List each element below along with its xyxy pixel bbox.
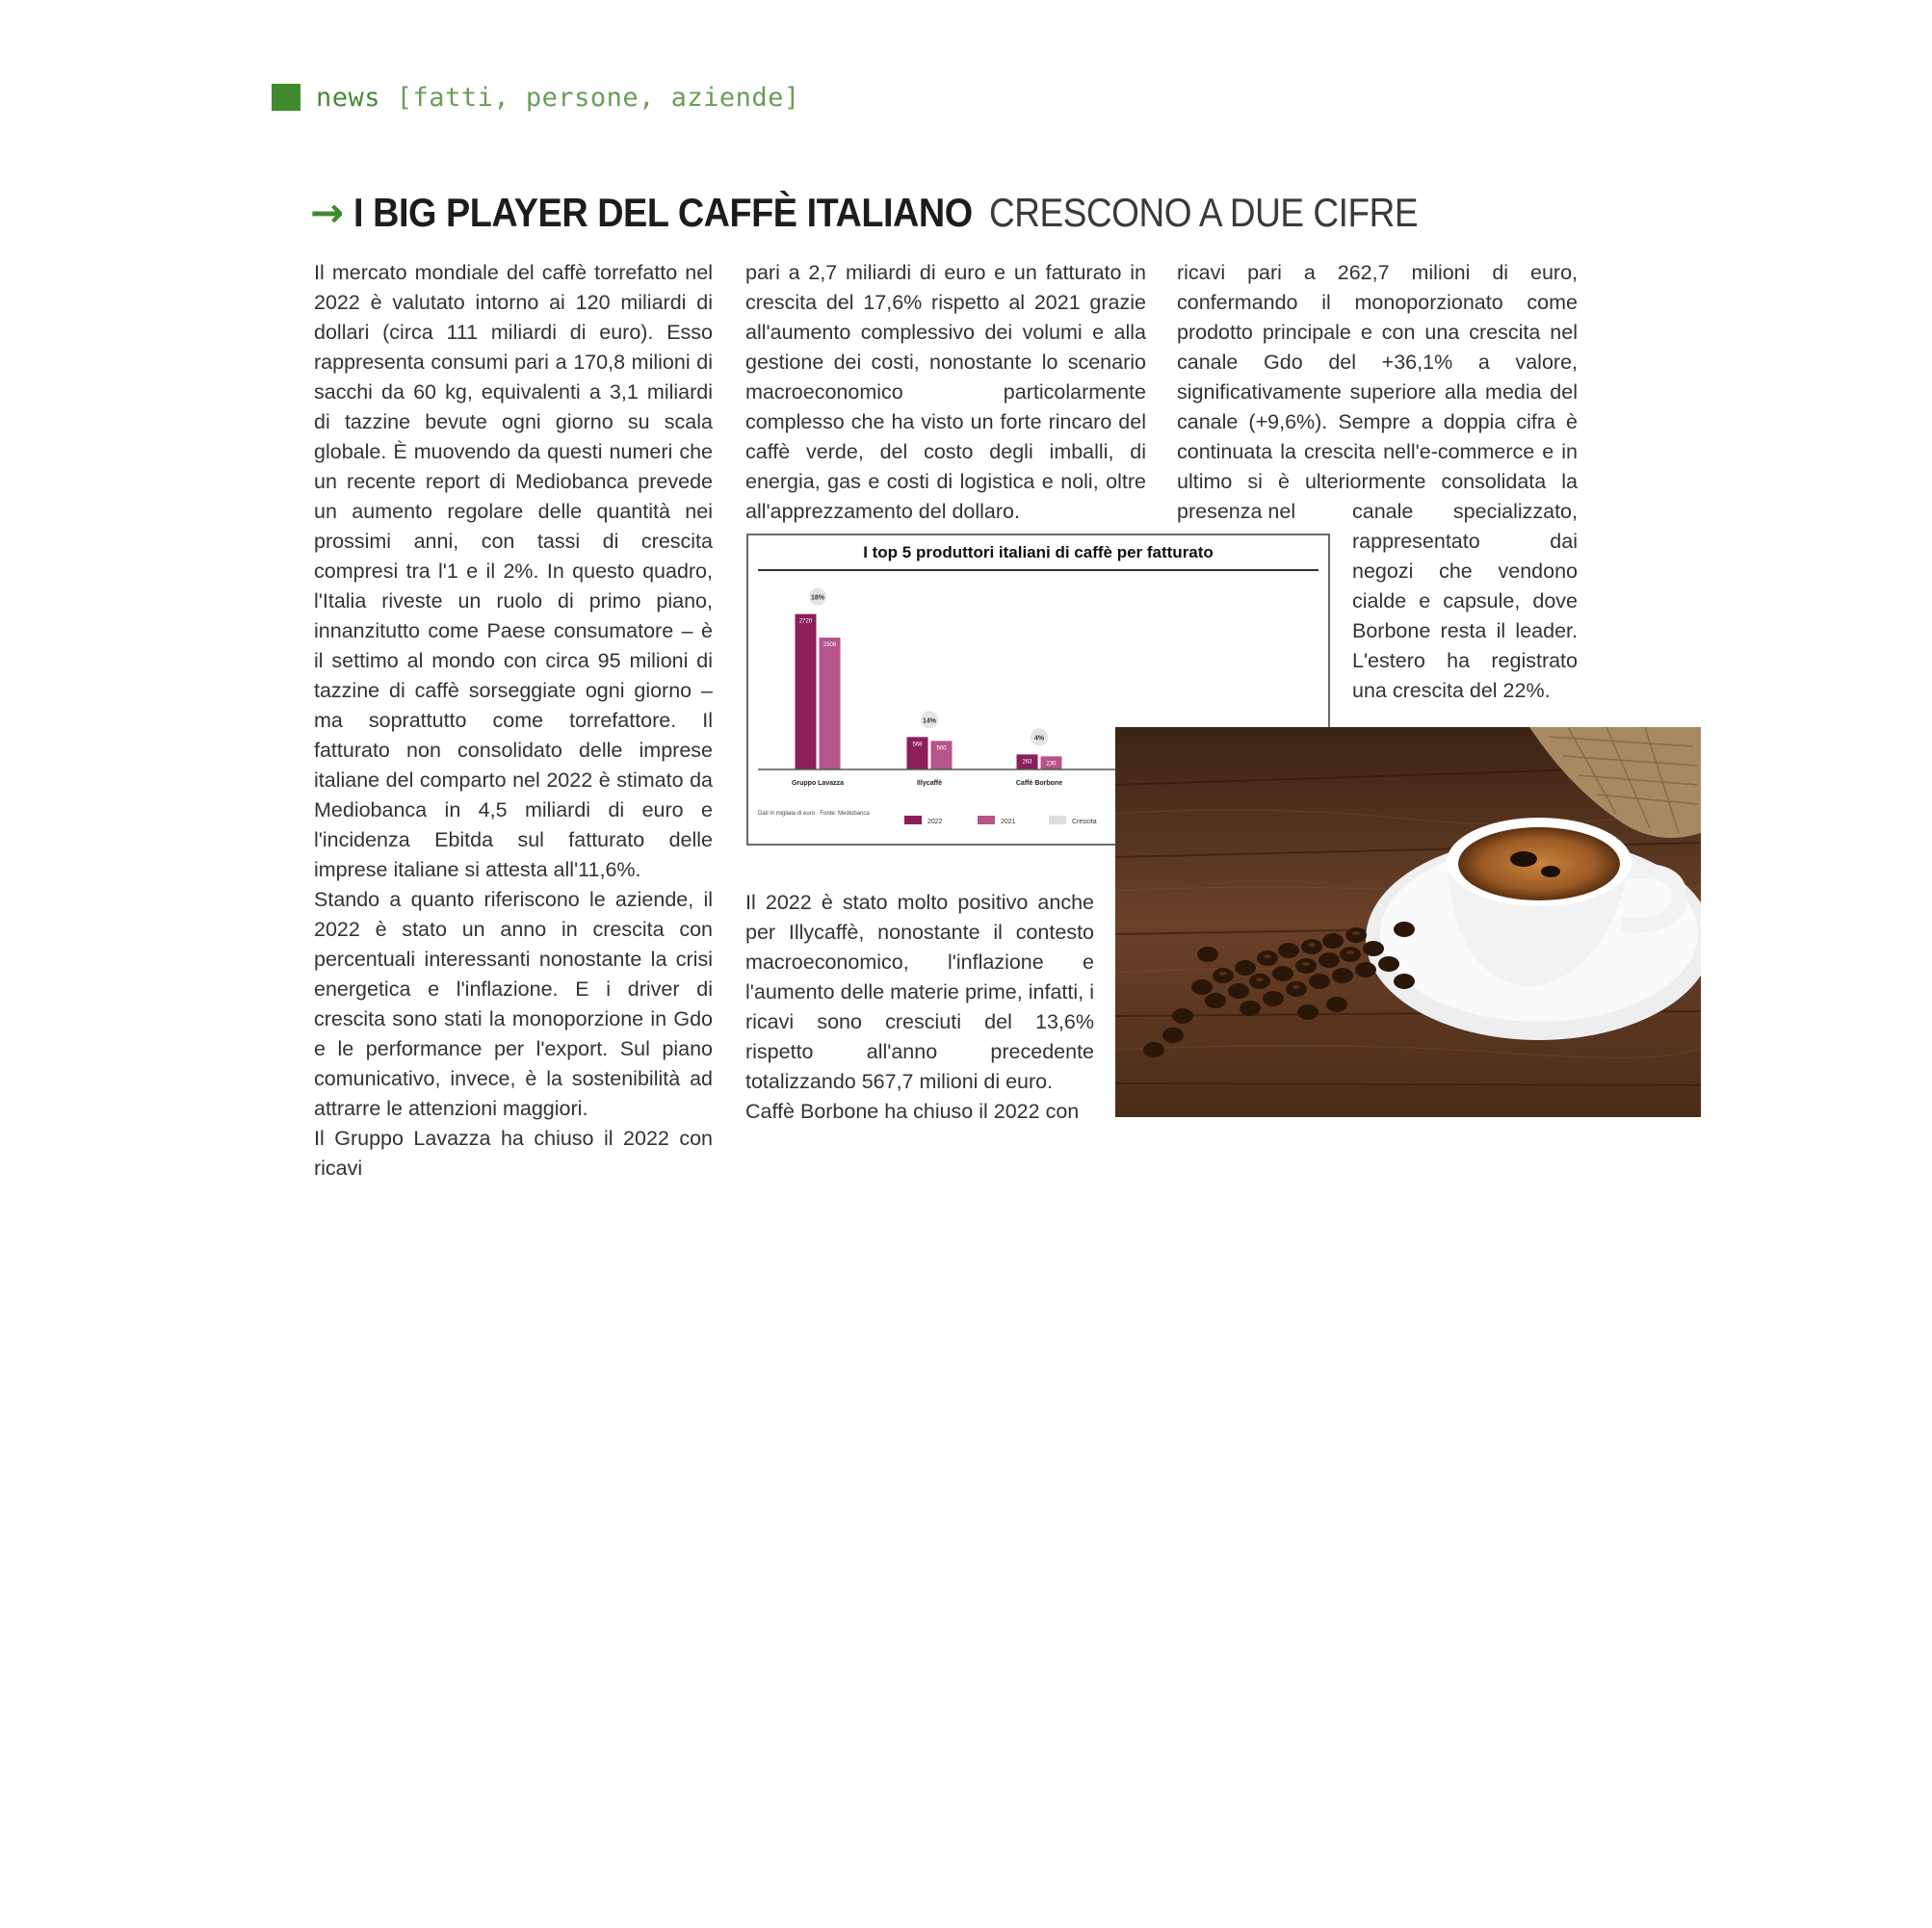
chart-category-label: Illycaffè [916, 780, 943, 787]
article-paragraph: pari a 2,7 miliardi di euro e un fatturato in crescita del 17,6% rispetto al 2021 grazie all'aumento complessivo dei volumi e alla gestione dei costi, nonostante lo scenario macroeconomico particolarmente complesso che ha visto un forte rincaro del caffè verde, del costo degli imballi, di energia, gas e costi di logistica e noli, oltre all'apprezzamento del dollaro. [745, 261, 1146, 523]
chart-growth-label: 14% [922, 717, 937, 725]
chart-growth-label: 4% [1033, 735, 1045, 743]
section-tag [272, 81, 800, 114]
chart-category-label: Gruppo Lavazza [791, 780, 845, 787]
coffee-cup-photo [1115, 727, 1701, 1117]
chart-legend-label: 2021 [1001, 819, 1016, 825]
article-column-2 [745, 258, 1146, 527]
article-paragraph: Caffè Borbone ha chiuso il 2022 con [745, 1100, 1080, 1123]
headline-light: CRESCONO A DUE CIFRE [989, 190, 1419, 235]
chart-growth-label: 18% [810, 594, 825, 602]
chart-bar-value-label: 568 [912, 742, 923, 748]
coffee-cup-beans-icon [1115, 727, 1701, 1117]
chart-bar-value-label: 2308 [822, 642, 837, 649]
chart-bar-value-label: 263 [1022, 759, 1032, 766]
article-column-1 [314, 258, 713, 1184]
chart-category-label: Caffè Borbone [1015, 780, 1063, 787]
chart-legend-label: Crescita [1072, 819, 1097, 825]
article-paragraph: Stando a quanto riferiscono le aziende, il 2022 è stato un anno in crescita con percentuali interessanti nonostante la crisi energetica e l'inflazione. E i driver di crescita sono stati la monoporzione in Gdo e le performance per l'export. Sul piano comunicativo, invece, è la sostenibilità ad attrarre le attenzioni maggiori. [314, 888, 713, 1120]
arrow-right-icon: → [310, 189, 345, 236]
article-paragraph: Il mercato mondiale del caffè torrefatto nel 2022 è valutato intorno ai 120 miliardi di dollari (circa 111 miliardi di euro). Esso rappresenta consumi pari a 170,8 milioni di sacchi da 60 kg, equivalenti a 3,1 miliardi di tazzine bevute ogni giorno su scala globale. È muovendo da questi numeri che un recente report di Mediobanca prevede un aumento regolare delle quantità nei prossimi anni, con tassi di crescita compresi tra l'1 e il 2%. In questo quadro, l'Italia riveste un ruolo di primo piano, innanzitutto come Paese consumatore – è il settimo al mondo con circa 95 milioni di tazzine di caffè sorseggiate ogni giorno – ma soprattutto come torrefattore. Il fatturato non consolidato delle imprese italiane del comparto nel 2022 è stimato da Mediobanca in 4,5 miliardi di euro e l'incidenza Ebitda sul fatturato delle imprese italiane si attesta all'11,6%. [314, 261, 713, 881]
chart-bar-value-label: 500 [936, 745, 947, 752]
article-paragraph: ricavi pari a 262,7 milioni di euro, confermando il monoporzionato come prodotto principale e con una crescita nel canale Gdo del +36,1% a valore, significativamente superiore alla media del canale (+9,6%). Sempre a doppia cifra è continuata la crescita nell'e-commerce e in ultimo si è ulteriormente consolidata la presenza nel [1177, 261, 1578, 523]
article-column-3 [1177, 258, 1578, 527]
article-column-2-lower [745, 888, 1094, 1127]
chart-legend [904, 816, 1097, 825]
chart-legend-label: 2022 [927, 819, 943, 825]
chart-bar-value-label: 2720 [798, 618, 813, 625]
chart-bar-value-label: 230 [1046, 761, 1057, 768]
article-paragraph: Il 2022 è stato molto positivo anche per Illycaffè, nonostante il contesto macroeconomico, l'inflazione e l'aumento delle materie prime, infatti, i ricavi sono cresciuti del 13,6% rispetto all'anno precedente totalizzando 567,7 milioni di euro. [745, 891, 1094, 1093]
section-label: news [fatti, persone, aziende] [316, 82, 800, 113]
chart-source: Dati in migliaia di euro · Fonte: Mediobanca [758, 811, 870, 817]
chart-bar [820, 638, 841, 769]
article-column-3-wrap [1352, 497, 1578, 706]
chart-bar [796, 614, 817, 769]
headline [310, 189, 1658, 243]
section-square-icon [272, 84, 300, 111]
chart-legend-swatch [1049, 816, 1066, 824]
article-paragraph: Il Gruppo Lavazza ha chiuso il 2022 con ricavi [314, 1127, 713, 1180]
chart-legend-swatch [978, 816, 995, 824]
article-paragraph: canale specializzato, rappresentato dai negozi che vendono cialde e capsule, dove Borbone resta il leader. L'estero ha registrato una crescita del 22%. [1352, 500, 1578, 702]
headline-bold: I BIG PLAYER DEL CAFFÈ ITALIANO [353, 190, 973, 235]
chart-title: I top 5 produttori italiani di caffè per fatturato [863, 543, 1214, 561]
chart-legend-swatch [904, 816, 922, 824]
